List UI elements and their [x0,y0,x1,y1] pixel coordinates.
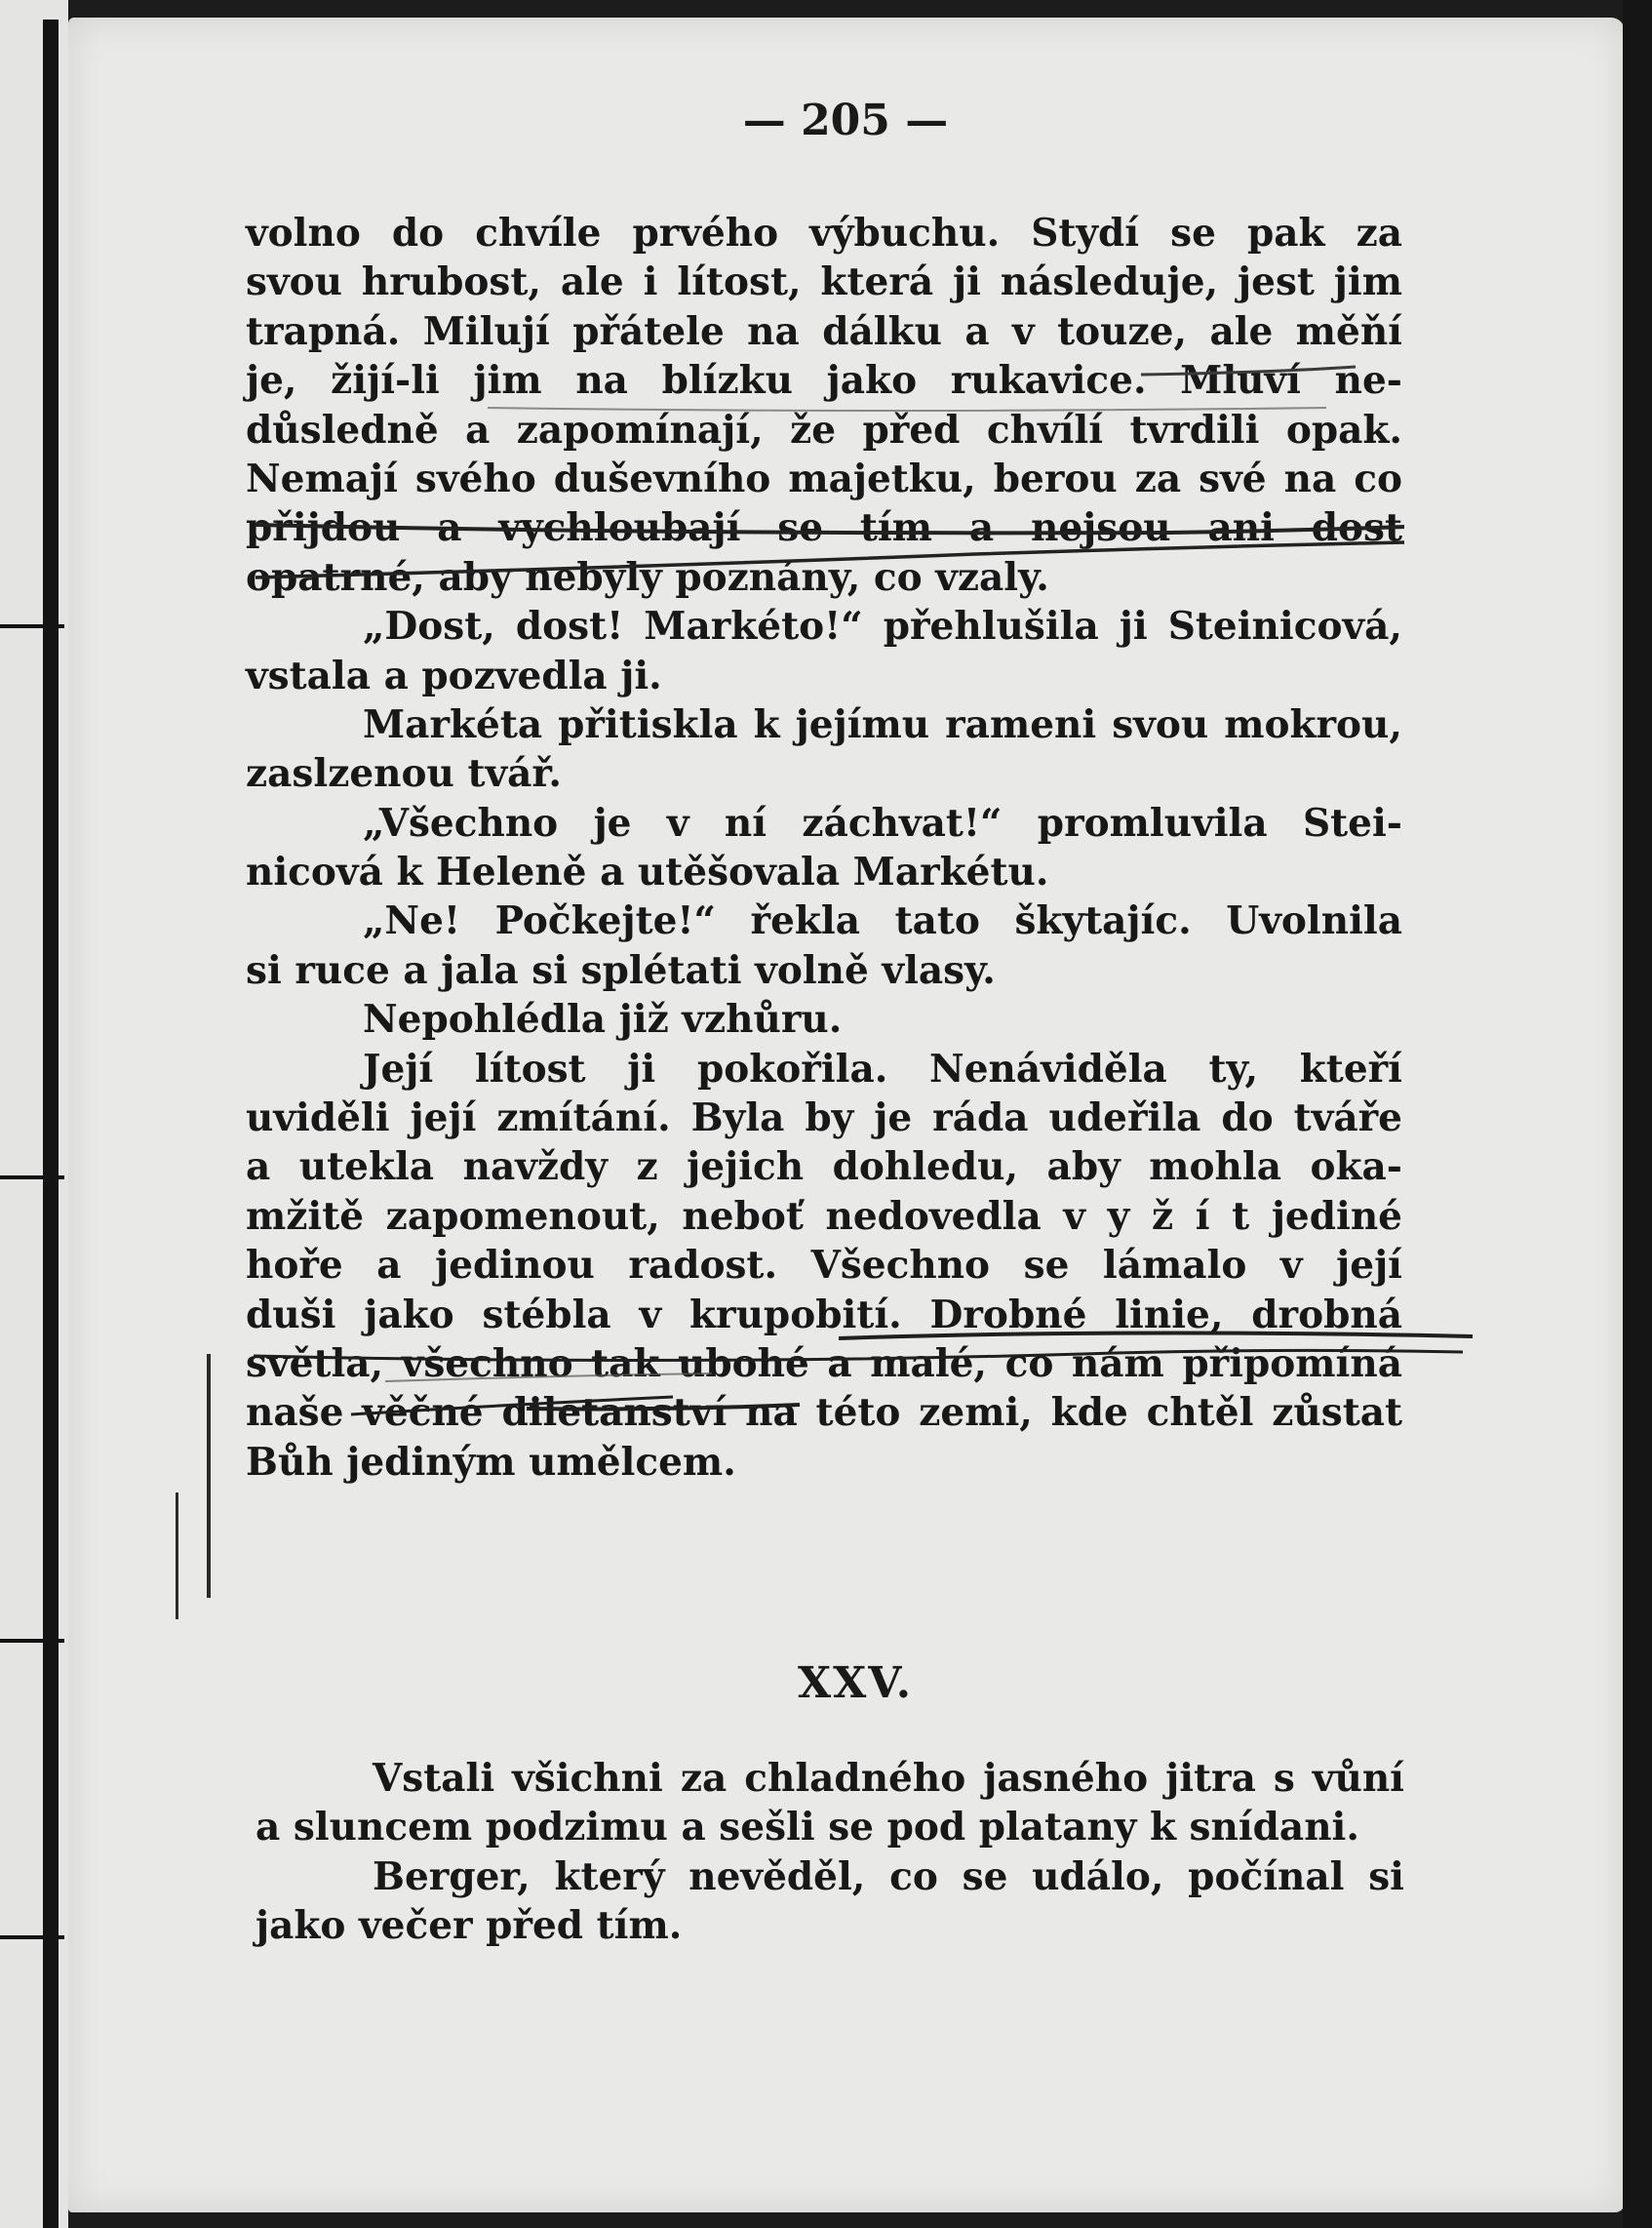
binding-spine [0,0,68,2228]
margin-mark [176,1492,178,1619]
text-line: opatrné, aby nebyly poznány, co vzaly. [246,554,1049,600]
text-line: Vstali všichni za chladného jasného jitra s vůní [373,1756,1404,1801]
text-line: Její lítost ji pokořila. Nenáviděla ty, kteří [363,1046,1402,1092]
page-edge-shadow [1623,0,1652,2228]
margin-mark [207,1354,211,1598]
text-line: světla, všechno tak ubohé a malé, co nám připomíná [246,1340,1402,1386]
text-line: přijdou a vychloubají se tím a nejsou ani dost [246,505,1402,551]
chapter-body-text [256,1754,1404,1951]
binding-tick [0,1639,64,1643]
text-line: si ruce a jala si splétati volně vlasy. [246,947,996,993]
binding-rule [43,20,59,2228]
text-line: a utekla navždy z jejich dohledu, aby mohla oka- [246,1144,1402,1190]
text-line: nicová k Heleně a utěšovala Markétu. [246,850,1049,895]
chapter-heading: XXV. [797,1658,914,1708]
page-number: — 205 — [742,96,949,145]
text-line: Nepohlédla již vzhůru. [363,997,843,1043]
text-line: „Ne! Počkejte!“ řekla tato škytajíc. Uvolnila [363,898,1402,944]
text-line: Berger, který nevěděl, co se událo, počínal si [373,1853,1404,1899]
binding-tick [0,624,64,628]
text-line: jako večer před tím. [256,1903,683,1949]
text-line: je, žijí-li jim na blízku jako rukavice. Mluví ne- [246,358,1402,404]
text-line: Bůh jediným umělcem. [246,1439,736,1485]
text-line: „Všechno je v ní záchvat!“ promluvila Stei- [363,800,1402,846]
text-line: svou hrubost, ale i lítost, která ji následuje, jest jim [246,259,1402,305]
text-line: Nemají svého duševního majetku, berou za své na co [246,456,1402,501]
text-line: hoře a jedinou radost. Všechno se lámalo v její [246,1243,1402,1289]
body-text [246,209,1402,1487]
binding-tick [0,1175,64,1179]
binding-tick [0,1935,64,1939]
text-line: naše věčné diletanství na této zemi, kde chtěl zůstat [246,1390,1402,1436]
text-line: trapná. Milují přátele na dálku a v touze, ale měňí [246,308,1402,354]
text-line: a sluncem podzimu a sešli se pod platany k snídani. [256,1805,1359,1850]
text-line: zaslzenou tvář. [246,751,562,797]
text-line: duši jako stébla v krupobití. Drobné linie, drobná [246,1292,1402,1337]
text-line: „Dost, dost! Markéto!“ přehlušila ji Steinicová, [363,604,1402,650]
text-line: uviděli její zmítání. Byla by je ráda udeřila do tváře [246,1095,1402,1141]
text-line: mžitě zapomenout, neboť nedovedla v y ž í t jediné [246,1193,1402,1239]
text-line: Markéta přitiskla k jejímu rameni svou mokrou, [363,701,1402,747]
text-line: důsledně a zapomínají, že před chvílí tvrdili opak. [246,407,1402,453]
text-line: vstala a pozvedla ji. [246,653,662,698]
text-line: volno do chvíle prvého výbuchu. Stydí se pak za [246,211,1402,256]
